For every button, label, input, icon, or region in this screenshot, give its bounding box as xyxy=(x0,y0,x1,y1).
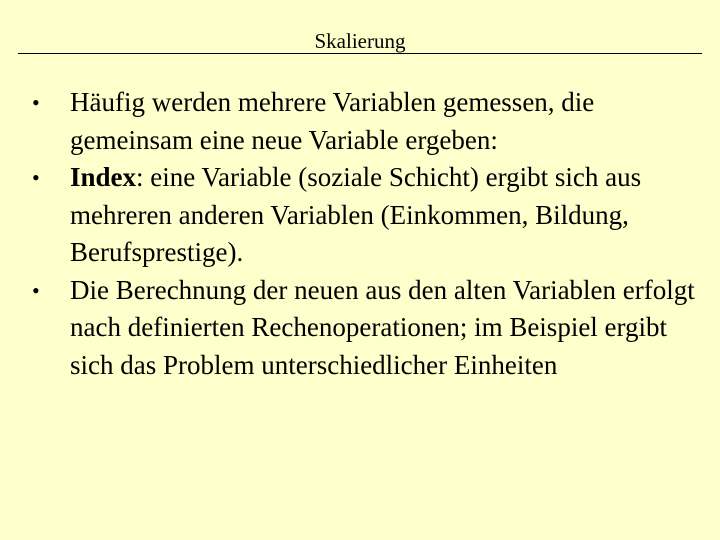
bullet-icon: • xyxy=(32,277,40,303)
bullet-item-3 xyxy=(30,272,700,385)
bullet-icon: • xyxy=(32,165,40,190)
bullet-text-2 xyxy=(70,159,700,272)
bullet-keyword-index: Index xyxy=(70,162,137,192)
slide-header xyxy=(18,26,702,54)
slide-title: Skalierung xyxy=(314,29,406,53)
bullet-item-1 xyxy=(30,84,700,159)
bullet-text-2-body: : eine Variable (soziale Schicht) ergibt sich aus mehreren anderen Variablen (Einkommen, Bildung, Berufsprestige). xyxy=(70,162,642,267)
bullet-text-1: Häufig werden mehrere Variablen gemessen, die gemeinsam eine neue Variable ergeben: xyxy=(70,87,595,155)
bullet-list xyxy=(30,84,700,384)
bullet-text-3: Die Berechnung der neuen aus den alten Variablen erfolgt nach definierten Rechenoperationen; im Beispiel ergibt sich das Problem unterschiedlicher Einheiten xyxy=(70,274,695,380)
bullet-item-2 xyxy=(30,159,700,272)
bullet-icon: • xyxy=(32,90,40,115)
